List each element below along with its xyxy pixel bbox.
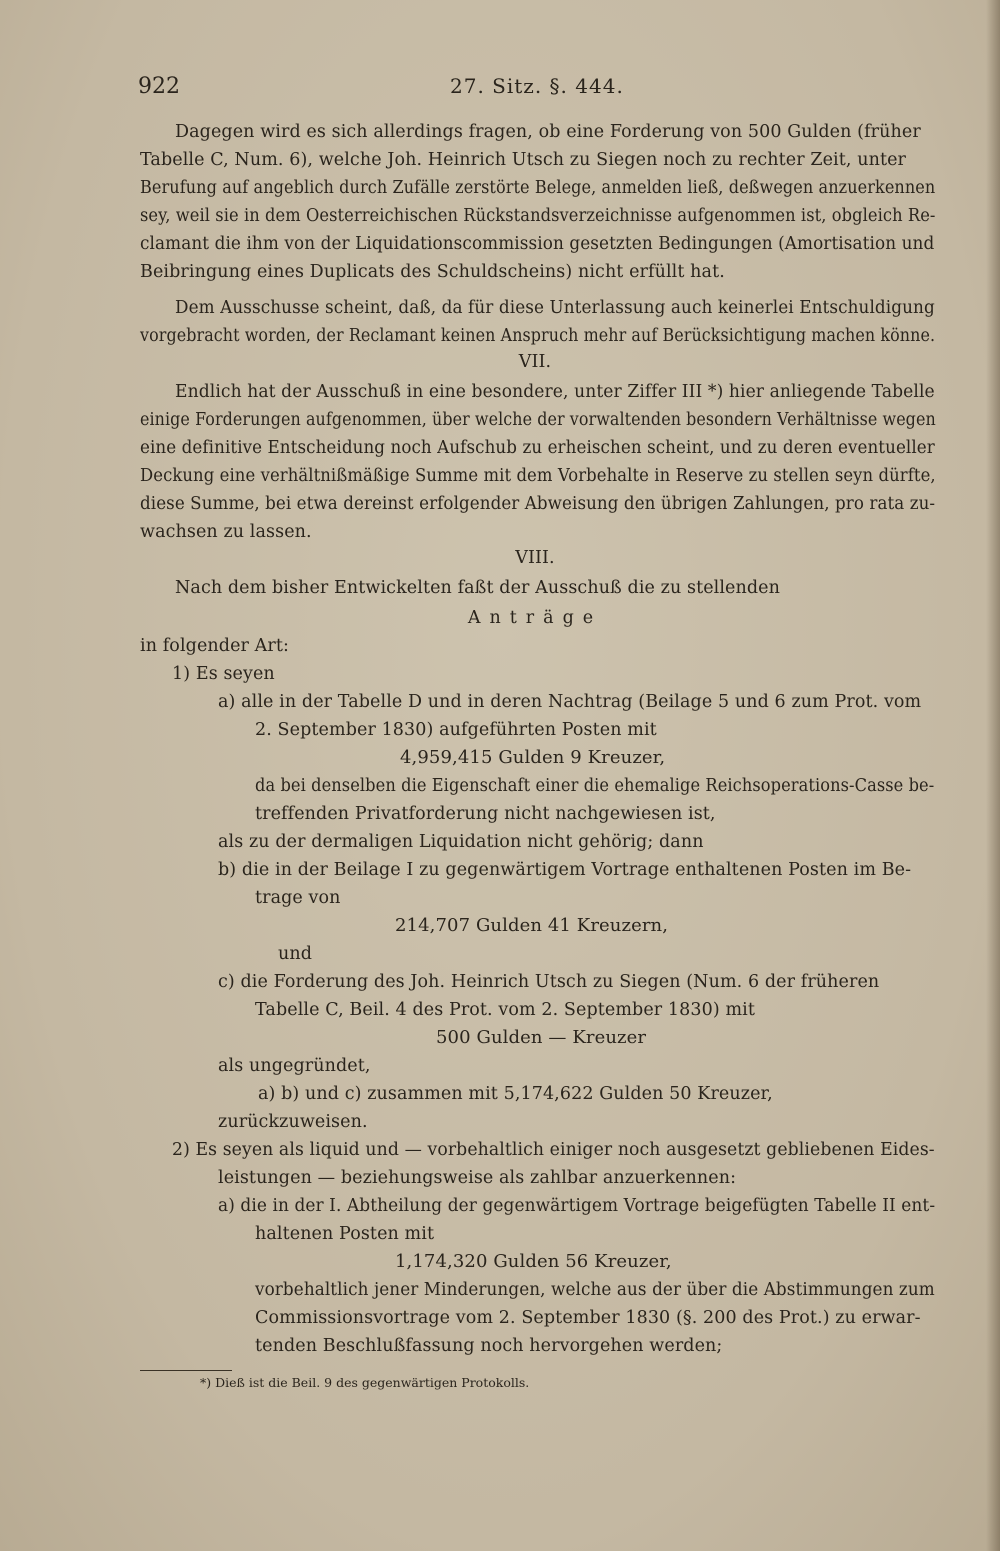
text-line: Endlich hat der Ausschuß in eine besondere, unter Ziffer III *) hier anliegende Tabelle [175,382,935,402]
text-line: vorbehaltlich jener Minderungen, welche aus der über die Abstimmungen zum [255,1280,935,1300]
text-line: Beibringung eines Duplicats des Schuldscheins) nicht erfüllt hat. [140,262,725,282]
text-line: eine definitive Entscheidung noch Aufschub zu erheischen scheint, und zu deren eventueller [140,438,935,458]
text-line: tenden Beschlußfassung noch hervorgehen werden; [255,1336,723,1356]
amount-line: 1,174,320 Gulden 56 Kreuzer, [395,1251,672,1272]
text-line: wachsen zu lassen. [140,522,312,542]
text-line: da bei denselben die Eigenschaft einer die ehemalige Reichsoperations-Casse be- [255,776,935,796]
text-line: sey, weil sie in dem Oesterreichischen Rückstandsverzeichnisse aufgenommen ist, obgleich Re- [140,206,936,226]
text-line: Dem Ausschusse scheint, daß, da für diese Unterlassung auch keinerlei Entschuldigung [175,298,935,318]
page-edge-shadow [986,0,1000,1551]
text-line: haltenen Posten mit [255,1224,435,1244]
text-line: Commissionsvortrage vom 2. September 1830 (§. 200 des Prot.) zu erwar- [255,1308,921,1328]
list-item-1b: b) die in der Beilage I zu gegenwärtigem Vortrage enthaltenen Posten im Be- [218,860,912,880]
text-line: Tabelle C, Num. 6), welche Joh. Heinrich Utsch zu Siegen noch zu rechter Zeit, unter [140,150,907,170]
text-line: diese Summe, bei etwa dereinst erfolgender Abweisung den übrigen Zahlungen, pro rata zu- [140,494,936,514]
running-header: 27. Sitz. §. 444. [450,74,624,98]
antraege-heading: Anträge [467,608,603,628]
amount-line: 214,707 Gulden 41 Kreuzern, [395,915,669,936]
list-item-1: 1) Es seyen [172,664,275,684]
footnote: *) Dieß ist die Beil. 9 des gegenwärtigen Protokolls. [200,1375,530,1390]
text-line: Tabelle C, Beil. 4 des Prot. vom 2. September 1830) mit [255,1000,755,1020]
text-line: einige Forderungen aufgenommen, über welche der vorwaltenden besondern Verhältnisse wegen [140,410,936,430]
text-line: Nach dem bisher Entwickelten faßt der Ausschuß die zu stellenden [175,578,781,598]
list-item-2a: a) die in der I. Abtheilung der gegenwärtigem Vortrage beigefügten Tabelle II ent- [218,1196,936,1216]
text-line: Berufung auf angeblich durch Zufälle zerstörte Belege, anmelden ließ, deßwegen anzuerkennen [140,178,936,198]
text-line: leistungen — beziehungsweise als zahlbar anzuerkennen: [218,1168,737,1188]
section-heading: VIII. [515,548,555,568]
amount-line: 4,959,415 Gulden 9 Kreuzer, [400,747,666,768]
text-line: Dagegen wird es sich allerdings fragen, ob eine Forderung von 500 Gulden (früher [175,122,921,142]
page-number: 922 [138,74,180,99]
text-line: 2. September 1830) aufgeführten Posten mit [255,720,657,740]
text-line: als zu der dermaligen Liquidation nicht gehörig; dann [218,832,704,852]
list-item-1c: c) die Forderung des Joh. Heinrich Utsch zu Siegen (Num. 6 der früheren [218,972,880,992]
text-line: treffenden Privatforderung nicht nachgewiesen ist, [255,804,716,824]
text-line: Deckung eine verhältnißmäßige Summe mit dem Vorbehalte in Reserve zu stellen seyn dürfte, [140,466,936,486]
text-line: zurückzuweisen. [218,1112,368,1132]
amount-line: 500 Gulden — Kreuzer [436,1027,647,1048]
text-line: a) b) und c) zusammen mit 5,174,622 Gulden 50 Kreuzer, [258,1084,773,1104]
list-item-2: 2) Es seyen als liquid und — vorbehaltlich einiger noch ausgesetzt gebliebenen Eides- [172,1140,935,1160]
text-line: trage von [255,888,341,908]
text-line: in folgender Art: [140,636,289,656]
list-item-1a: a) alle in der Tabelle D und in deren Nachtrag (Beilage 5 und 6 zum Prot. vom [218,692,922,712]
text-line: und [278,944,313,964]
text-line: clamant die ihm von der Liquidationscommission gesetzten Bedingungen (Amortisation und [140,234,935,254]
section-heading: VII. [518,352,552,372]
footnote-rule [140,1370,232,1371]
text-line: als ungegründet, [218,1056,371,1076]
text-line: vorgebracht worden, der Reclamant keinen Anspruch mehr auf Berücksichtigung machen könne. [140,326,936,346]
